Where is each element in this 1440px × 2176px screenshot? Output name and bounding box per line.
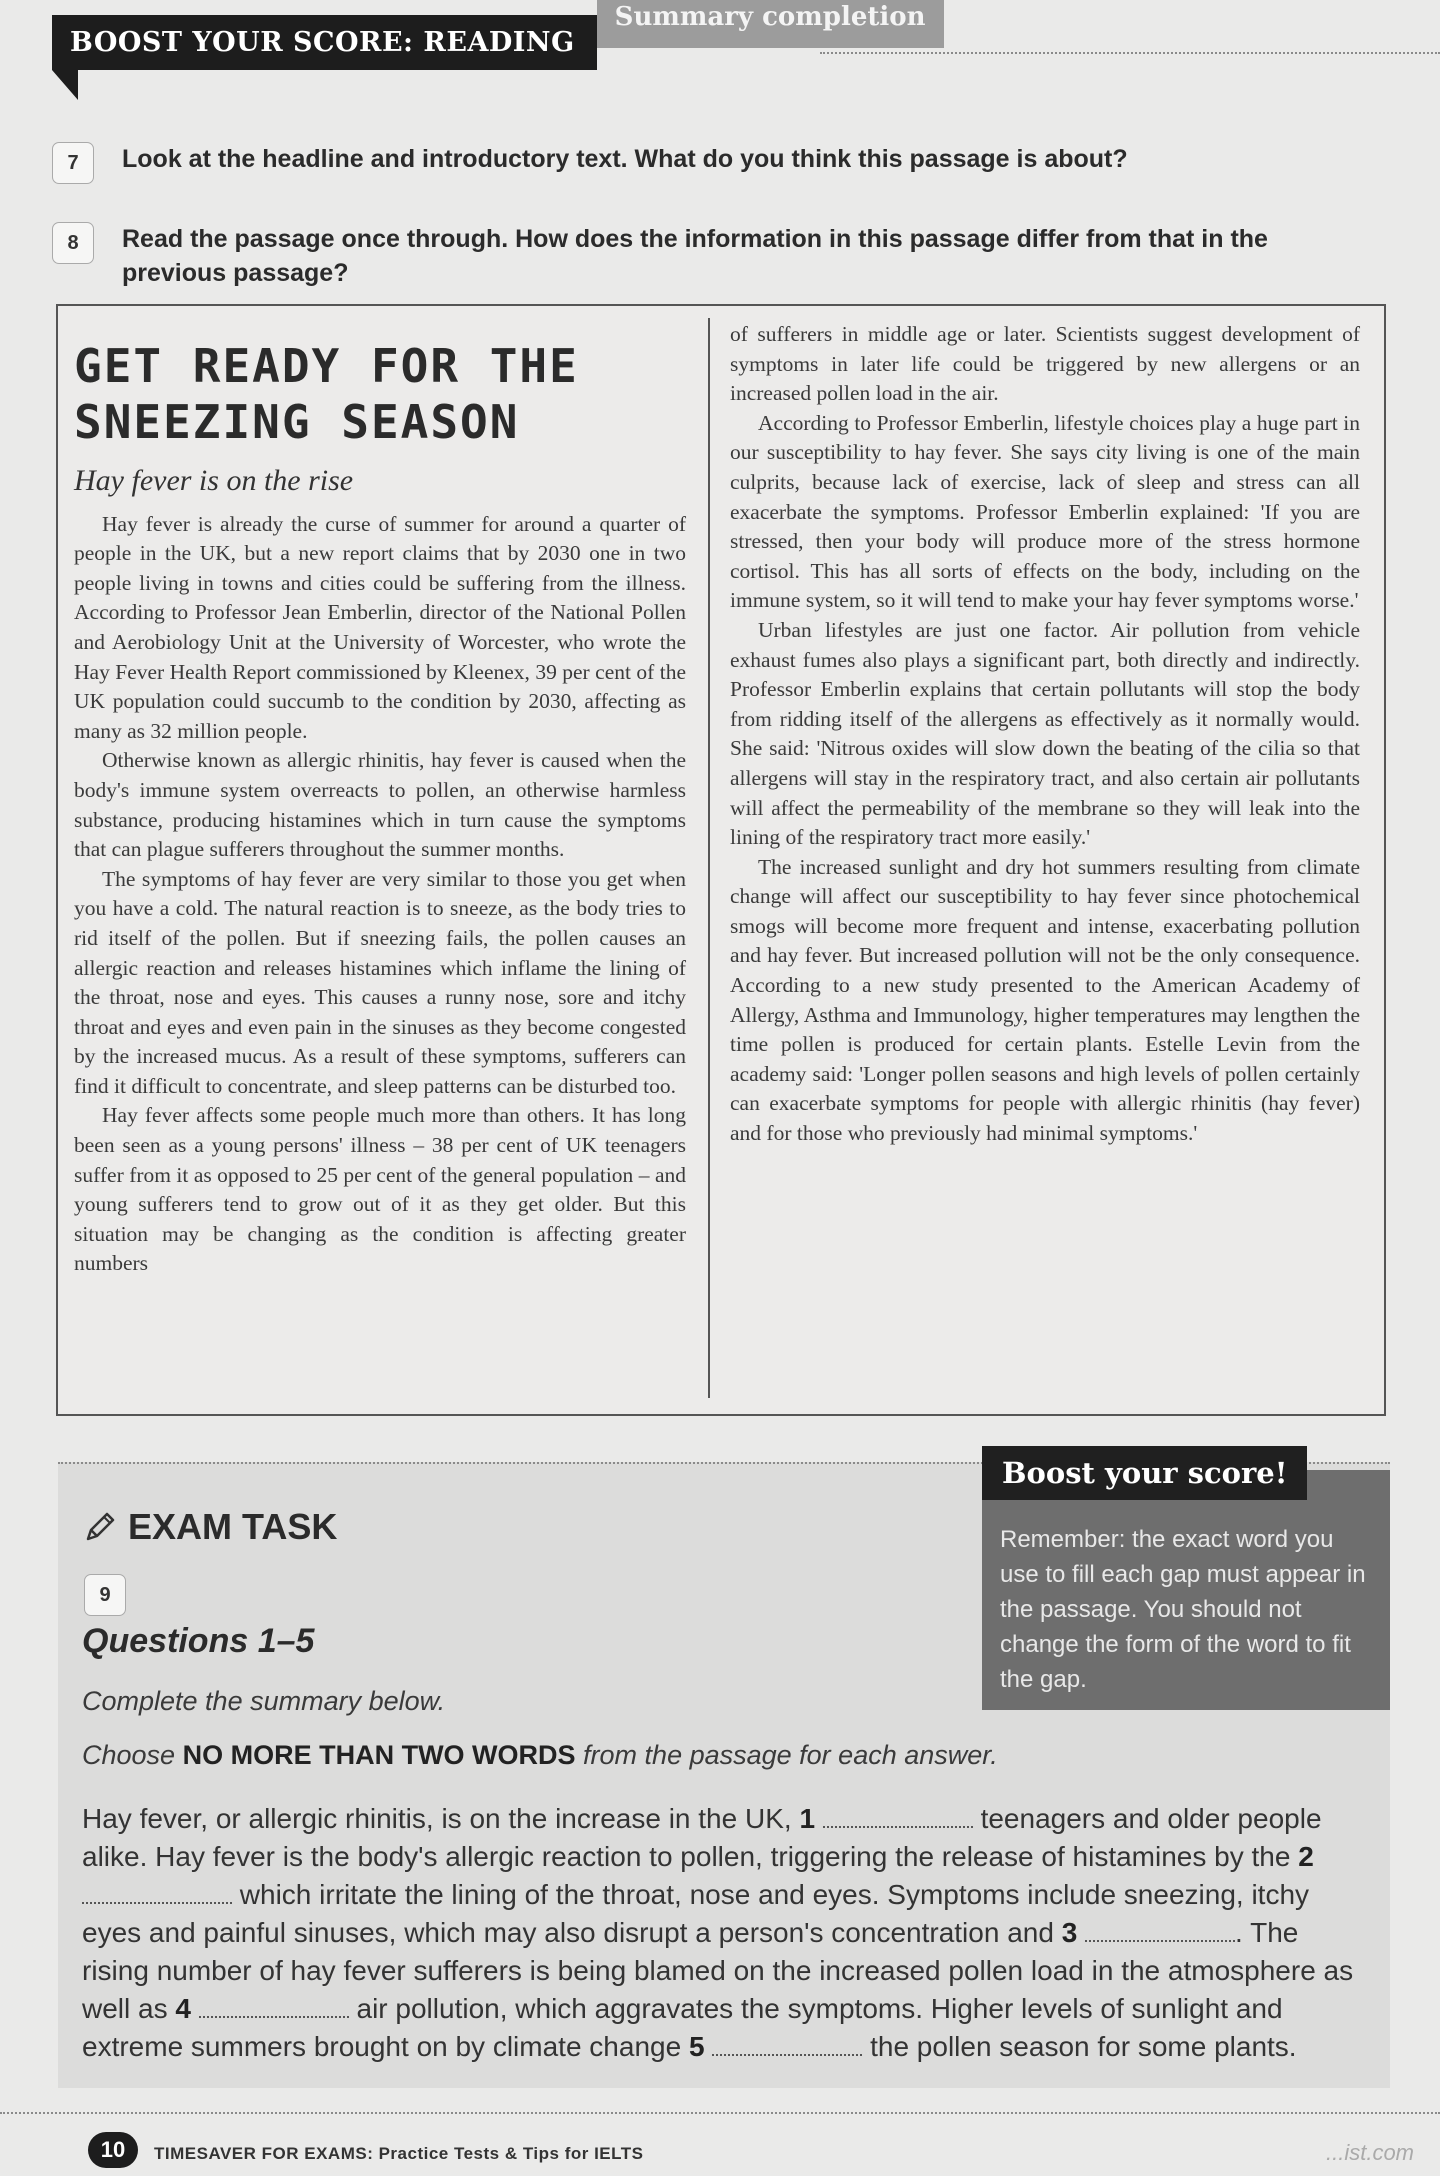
footer-url: ...ist.com [1326,2140,1415,2165]
answer-gap-2[interactable] [82,1882,232,1904]
article-subtitle: Hay fever is on the rise [74,464,354,497]
task-number: 9 [84,1574,126,1616]
gap-number: 5 [688,2031,705,2062]
instruction-complete: Complete the summary below. [82,1686,446,1716]
question-8 [52,222,1342,290]
article-paragraph: The increased sunlight and dry hot summers resulting from climate change will affect our susceptibility to hay fever since photochemical smogs will become more frequent and intense, exacerbating pollution and hay fever. But increased pollution will not be the only consequence. According to a new study presented to the American Academy of Allergy, Asthma and Immunology, higher temperatures may lengthen the time pollen is produced for certain plants. Estelle Levin from the academy said: 'Longer pollen seasons and high levels of pollen certainly can exacerbate symptoms for people with allergic rhinitis (hay fever) and for those who previously had minimal symptoms.' [730,854,1360,1146]
column-divider [708,318,710,1398]
section-title: BOOST YOUR SCORE: READING [52,15,597,70]
footer-divider [0,2112,1440,2114]
question-number: 7 [52,142,94,184]
article-paragraph: Otherwise known as allergic rhinitis, hay fever is caused when the body's immune system overreacts to pollen, an otherwise harmless substance, producing histamines which in turn cause the symptoms that can plague sufferers throughout the summer months. [74,748,686,862]
question-number: 8 [52,222,94,264]
book-title: TIMESAVER FOR EXAMS: Practice Tests & Tips for IELTS [154,2144,644,2163]
question-7 [52,142,1128,184]
article-box [56,304,1386,1416]
questions-range: Questions 1–5 [82,1622,315,1660]
answer-gap-4[interactable] [199,1996,349,2018]
question-text: Look at the headline and introductory text. What do you think this passage is about? [122,145,1128,173]
article-paragraph: According to Professor Emberlin, lifestyle choices play a huge part in our susceptibility to hay fever. She says city living is one of the main culprits, because lack of exercise, lack of sleep and stress can all exacerbate the symptoms. Professor Emberlin explained: 'If you are stressed, then your body will produce more of the stress hormone cortisol. This has all sorts of effects on the body, including on the immune system, so it will tend to make your hay fever symptoms worse.' [730,410,1360,613]
article-paragraph: Hay fever is already the curse of summer for around a quarter of people in the UK, but a new report claims that by 2030 one in two people living in towns and cities could be suffering from the illness. According to Professor Jean Emberlin, director of the National Pollen and Aerobiology Unit at the University of Worcester, who wrote the Hay Fever Health Report commissioned by Kleenex, 39 per cent of the UK population could succumb to the condition by 2030, affecting as many as 32 million people. [74,511,686,743]
boost-your-score-box [982,1456,1390,1710]
section-header [52,0,944,70]
answer-gap-3[interactable] [1085,1920,1235,1942]
instruction-word-limit: Choose NO MORE THAN TWO WORDS from the passage for each answer. [82,1740,998,1770]
header-divider [820,52,1440,54]
article-paragraph: The symptoms of hay fever are very similar to those you get when you have a cold. The natural reaction is to sneeze, as the body tries to rid itself of the pollen. But if sneezing fails, the pollen causes an allergic reaction and releases histamines which inflame the lining of the throat, nose and eyes. This causes a runny nose, sore and itchy throat and eyes and even pain in the sinuses as they become congested by the increased mucus. As a result of these symptoms, sufferers can find it difficult to concentrate, and sleep patterns can be disturbed too. [74,866,686,1098]
question-text: Read the passage once through. How does the information in this passage differ from that in the previous passage? [122,225,1268,287]
gap-number: 3 [1061,1917,1078,1948]
gap-number: 4 [175,1993,191,2024]
gap-number: 1 [799,1803,816,1834]
article-right-column [730,320,1360,1149]
answer-gap-5[interactable] [712,2034,862,2056]
answer-gap-1[interactable] [823,1806,973,1828]
article-paragraph: of sufferers in middle age or later. Scientists suggest development of symptoms in later life could be triggered by new allergens or an increased pollen load in the air. [730,322,1360,406]
page-number: 10 [88,2132,138,2168]
exam-task-title: EXAM TASK [128,1506,338,1547]
summary-text: Hay fever, or allergic rhinitis, is on the increase in the UK, 1 teenagers and older people alike. Hay fever is the body's allergic reaction to pollen, triggering the release of histamines by the 2 which irritate the lining of the throat, nose and eyes. Symptoms include sneezing, itchy eyes and painful sinuses, which may also disrupt a person's concentration and 3 . The rising number of hay fever sufferers is being blamed on the increased pollen load in the atmosphere as well as 4 air pollution, which aggravates the symptoms. Higher levels of sunlight and extreme summers brought on by climate change 5 the pollen season for some plants. [82,1803,1354,2062]
header-tab-decoration [52,70,78,100]
article-paragraph: Hay fever affects some people much more than others. It has long been seen as a young persons' illness – 38 per cent of UK teenagers suffer from it as opposed to 25 per cent of the general population – and young sufferers tend to grow out of it as they get older. But this situation may be changing as the condition is affecting greater numbers [74,1103,686,1276]
article-left-column [74,320,686,1279]
boost-title: Boost your score! [982,1446,1307,1500]
section-subtitle: Summary completion [597,0,944,48]
boost-tip-text: Remember: the exact word you use to fill each gap must appear in the passage. You should not change the form of the word to fit the gap. [1000,1526,1366,1693]
article-paragraph: Urban lifestyles are just one factor. Air pollution from vehicle exhaust fumes also plays a significant part, both directly and indirectly. Professor Emberlin explains that certain pollutants will stop the body from ridding itself of the allergens as effectively as it normally would. She said: 'Nitrous oxides will slow down the beating of the cilia so that allergens will stay in the respiratory tract, and also certain air pollutants will affect the permeability of the membrane so they will leak into the lining of the respiratory tract more easily.' [730,617,1360,850]
pencil-icon [82,1509,118,1545]
gap-number: 2 [1298,1841,1314,1872]
exam-task-header [82,1506,337,1548]
article-title: GET READY FOR THE SNEEZING SEASON [74,339,579,449]
